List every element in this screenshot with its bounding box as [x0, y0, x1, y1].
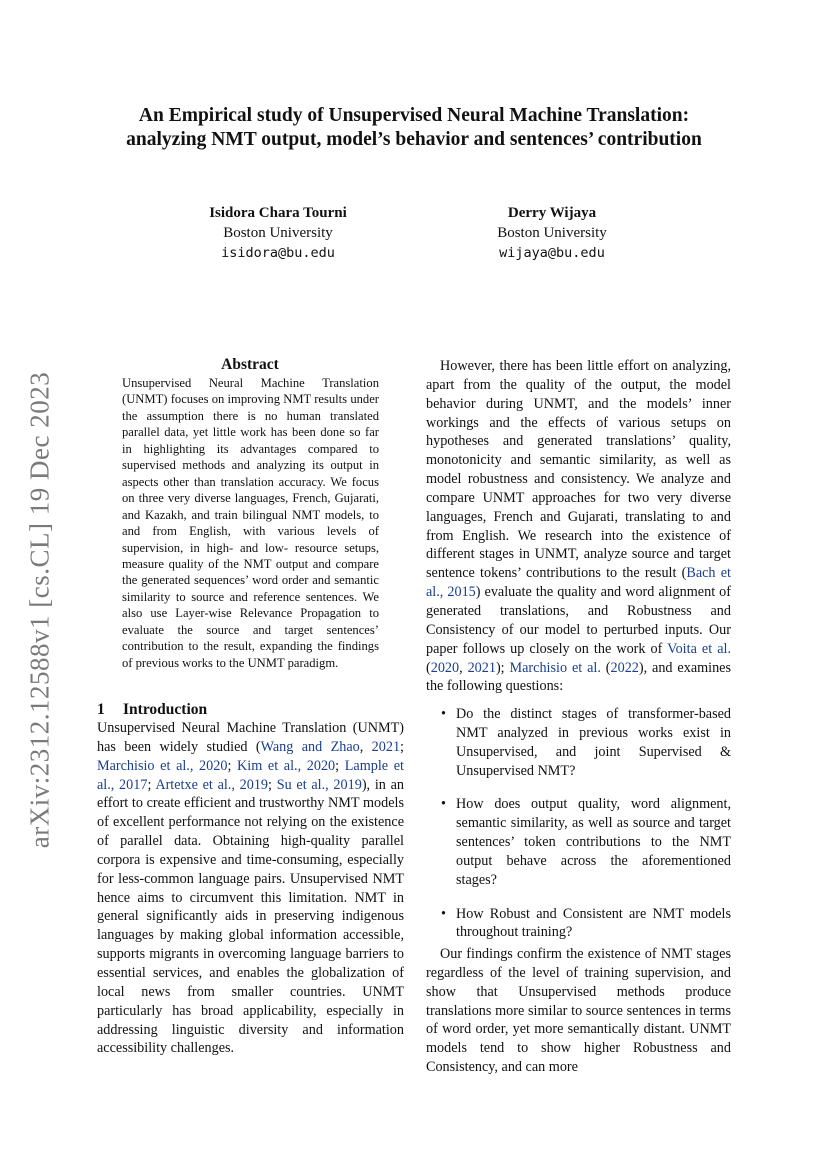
- citation-link[interactable]: 2022: [610, 659, 639, 676]
- separator: ;: [268, 776, 277, 793]
- author-affiliation: Boston University: [223, 225, 333, 241]
- author-block-2: [422, 203, 682, 263]
- separator: ,: [459, 659, 468, 676]
- bullet-icon: •: [441, 796, 446, 813]
- list-item: [438, 905, 731, 943]
- list-item: [438, 795, 731, 889]
- intro-paragraph: [97, 719, 404, 1058]
- author-affiliation: Boston University: [497, 225, 607, 241]
- citation-link[interactable]: Artetxe et al., 2019: [155, 776, 269, 793]
- separator: ,: [359, 738, 372, 755]
- research-questions-list: [438, 705, 731, 957]
- author-email[interactable]: isidora@bu.edu: [221, 245, 335, 261]
- author-block-1: [148, 203, 408, 263]
- findings-paragraph: Our findings confirm the existence of NMT stages regardless of the level of training supervision, and show that Unsupervised methods produce translations more similar to source sentences in terms of word order, yet more semantically distant. UNMT models tend to show higher Robustness and Consistency, and can more: [426, 946, 731, 1076]
- separator: );: [495, 659, 510, 676]
- section-heading-introduction: [97, 701, 207, 719]
- citation-link[interactable]: Marchisio et al.: [509, 659, 601, 676]
- title-line-2: analyzing NMT output, model’s behavior and sentences’ contribution: [126, 129, 702, 150]
- arxiv-sidebar: [14, 330, 64, 890]
- arxiv-stamp[interactable]: arXiv:2312.12588v1 [cs.CL] 19 Dec 2023: [24, 371, 55, 849]
- list-item-text: Do the distinct stages of transformer-based NMT analyzed in previous works exist in Unsupervised, and joint Supervised & Unsupervised NMT?: [456, 706, 731, 779]
- paragraph-text: ) evaluate the quality and word alignment of generated translations, and Robustness and Consistency of our model to perturbed inputs. Our paper follows up closely on the work of: [426, 584, 731, 657]
- abstract-text: Unsupervised Neural Machine Translation (UNMT) focuses on improving NMT results under the assumption there is no human translated parallel data, yet little work has been done so far in highlighting its advantages compared to supervised methods and analyzing its output in aspects other than translation accuracy. We focus on three very diverse languages, French, Gujarati, and Kazakh, and train bilingual NMT models, to and from English, with various levels of supervision, in high- and low- resource setups, measure quality of the NMT output and compare the generated sequences’ word order and semantic similarity to source and reference sentences. We also use Layer-wise Relevance Propagation to evaluate the source and target sentences’ contribution to the result, expanding the findings of previous works to the UNMT paradigm.: [122, 376, 379, 670]
- citation-link[interactable]: 2021: [467, 659, 496, 676]
- bullet-icon: •: [441, 706, 446, 722]
- motivation-paragraph: [426, 357, 731, 696]
- citation-link[interactable]: Lample et al., 2017: [97, 757, 404, 793]
- citation-link[interactable]: Marchisio et al., 2020: [97, 757, 228, 774]
- separator: (: [426, 659, 431, 676]
- separator: ;: [400, 738, 404, 755]
- citation-link[interactable]: Voita et al.: [667, 640, 732, 657]
- author-email[interactable]: wijaya@bu.edu: [499, 245, 605, 261]
- citation-link[interactable]: 2021: [371, 738, 401, 755]
- author-name: Isidora Chara Tourni: [209, 205, 347, 221]
- list-item: [438, 705, 731, 780]
- paragraph-text: Unsupervised Neural Machine Translation (UNMT) has been widely studied (: [97, 720, 404, 755]
- section-title: Introduction: [123, 701, 208, 718]
- citation-link[interactable]: Kim et al., 2020: [237, 757, 336, 774]
- section-number: 1: [97, 701, 105, 718]
- paragraph-text: ), in an effort to create efficient and trustworthy NMT models of excellent performance not relying on the existence of parallel data. Obtaining high-quality parallel corpora is expensive and time-consuming, especially for less-common language pairs. Unsupervised NMT hence aims to circumvent this limitation. NMT in general significantly aids in preserving indigenous languages by making global information accessible, supports migrants in overcoming language barriers to essential services, and enables the globalization of local news from smaller countries. UNMT particularly has broad applicability, especially in addressing linguistic diversity and information accessibility challenges.: [97, 776, 404, 1057]
- paper-title: [60, 104, 768, 152]
- separator: ;: [147, 776, 156, 793]
- list-item-text: How Robust and Consistent are NMT models throughout training?: [456, 905, 731, 941]
- paragraph-text: However, there has been little effort on analyzing, apart from the quality of the output, the model behavior during UNMT, and the models’ inner workings and the effects of various setups on hypotheses and generated translations’ quality, monotonicity and semantic similarity, as well as model robustness and consistency. We analyze and compare UNMT approaches for two very diverse languages, French and Gujarati, translating to and from English. We research into the existence of different stages in UNMT, analyze source and target sentence tokens’ contributions to the result (: [426, 358, 731, 582]
- author-name: Derry Wijaya: [507, 205, 597, 221]
- citation-link[interactable]: Su et al., 2019: [276, 776, 362, 793]
- citation-link[interactable]: 2020: [430, 659, 460, 676]
- abstract-heading: Abstract: [221, 356, 279, 373]
- citation-link[interactable]: Bach et al., 2015: [426, 565, 731, 601]
- separator: ;: [335, 757, 345, 774]
- separator: ;: [227, 757, 238, 774]
- title-line-1: An Empirical study of Unsupervised Neural Machine Translation:: [138, 105, 690, 126]
- separator: (: [600, 659, 611, 676]
- list-item-text: How does output quality, word alignment, semantic similarity, as well as source and target sentences’ token contributions to the NMT output behave across the aforementioned stages?: [456, 796, 731, 888]
- citation-link[interactable]: Wang and Zhao: [260, 738, 360, 755]
- paragraph-text: ), and examines the following questions:: [426, 659, 732, 695]
- bullet-icon: •: [441, 905, 446, 922]
